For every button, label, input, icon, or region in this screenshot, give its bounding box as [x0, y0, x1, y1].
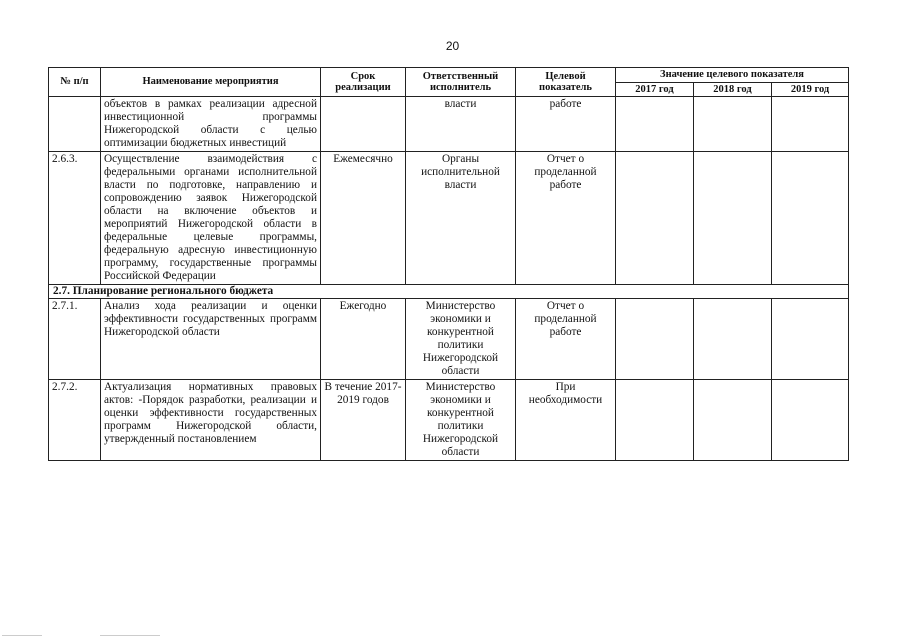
- col-header-term: Срок реализации: [321, 68, 406, 97]
- row-value-2019: [772, 152, 849, 285]
- row-name: Анализ хода реализации и оценки эффективности государственных программ Нижегородской области: [101, 299, 321, 380]
- row-value-2018: [694, 152, 772, 285]
- row-value-2018: [694, 380, 772, 461]
- col-header-indicator: Целевой показатель: [516, 68, 616, 97]
- action-plan-table: [48, 67, 849, 461]
- col-header-value-group: Значение целевого показателя: [616, 68, 849, 83]
- row-value-2018: [694, 97, 772, 152]
- row-executor: Министерство экономики и конкурентной политики Нижегородской области: [406, 299, 516, 380]
- row-value-2019: [772, 299, 849, 380]
- scan-edge-mark: [2, 635, 42, 636]
- row-value-2017: [616, 299, 694, 380]
- row-value-2018: [694, 299, 772, 380]
- col-header-num: № п/п: [49, 68, 101, 97]
- scan-edge-mark: [100, 635, 160, 636]
- row-executor: Органы исполнительной власти: [406, 152, 516, 285]
- table-row: [49, 97, 849, 152]
- section-header-row: [49, 285, 849, 299]
- row-executor: Министерство экономики и конкурентной политики Нижегородской области: [406, 380, 516, 461]
- row-term: Ежемесячно: [321, 152, 406, 285]
- row-name: объектов в рамках реализации адресной инвестиционной программы Нижегородской области с целью оптимизации бюджетных инвестиций: [101, 97, 321, 152]
- row-value-2019: [772, 380, 849, 461]
- col-header-year-2017: 2017 год: [616, 82, 694, 97]
- table-row: [49, 152, 849, 285]
- row-num: 2.7.2.: [49, 380, 101, 461]
- col-header-name: Наименование мероприятия: [101, 68, 321, 97]
- row-value-2017: [616, 380, 694, 461]
- row-name: Актуализация нормативных правовых актов: -Порядок разработки, реализации и оценки эффективности государственных программ Нижегородской области, утвержденный постановлением: [101, 380, 321, 461]
- row-term: Ежегодно: [321, 299, 406, 380]
- col-header-year-2019: 2019 год: [772, 82, 849, 97]
- row-term: [321, 97, 406, 152]
- section-title: 2.7. Планирование регионального бюджета: [49, 285, 849, 299]
- row-num: 2.7.1.: [49, 299, 101, 380]
- table-row: [49, 299, 849, 380]
- header-row: [49, 68, 849, 83]
- row-indicator: работе: [516, 97, 616, 152]
- row-term: В течение 2017-2019 годов: [321, 380, 406, 461]
- row-value-2017: [616, 97, 694, 152]
- row-num: [49, 97, 101, 152]
- col-header-executor: Ответственный исполнитель: [406, 68, 516, 97]
- row-executor: власти: [406, 97, 516, 152]
- row-value-2017: [616, 152, 694, 285]
- row-value-2019: [772, 97, 849, 152]
- row-indicator: Отчет о проделанной работе: [516, 152, 616, 285]
- row-indicator: При необходимости: [516, 380, 616, 461]
- table-row: [49, 380, 849, 461]
- page-number: 20: [445, 39, 460, 53]
- row-name: Осуществление взаимодействия с федеральными органами исполнительной власти по подготовке, направлению и сопровождению заявок Нижегородской области на включение объектов и мероприятий Нижегородской области в федеральные целевые программы, федеральную адресную инвестиционную программу, государственные программы Российской Федерации: [101, 152, 321, 285]
- col-header-year-2018: 2018 год: [694, 82, 772, 97]
- row-num: 2.6.3.: [49, 152, 101, 285]
- row-indicator: Отчет о проделанной работе: [516, 299, 616, 380]
